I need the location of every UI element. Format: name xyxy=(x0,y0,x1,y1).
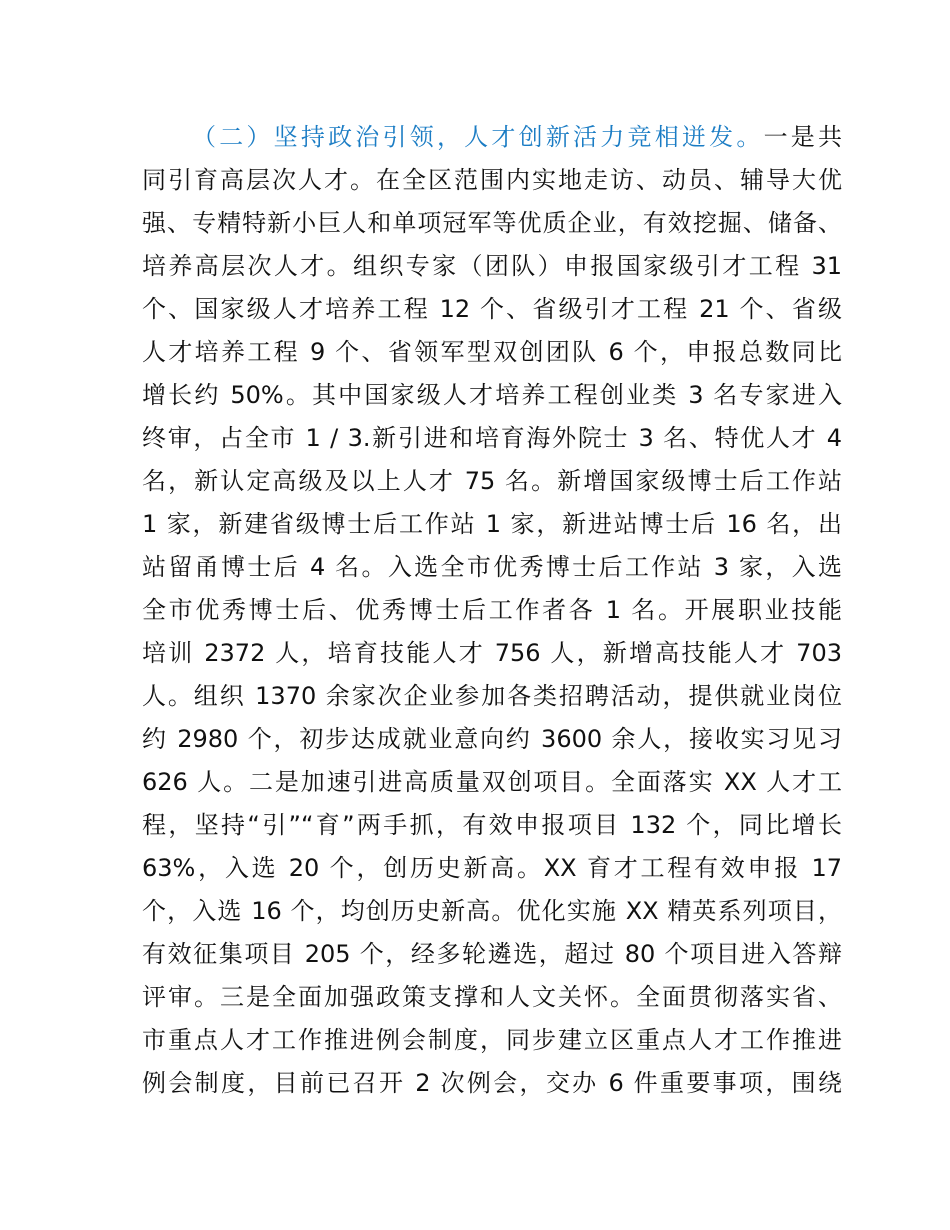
paragraph-line: 强、专精特新小巨人和单项冠军等优质企业，有效挖掘、储备、 xyxy=(142,209,842,237)
paragraph-line: 培训 2372 人，培育技能人才 756 人，新增高技能人才 703 xyxy=(142,639,842,667)
paragraph-line: 名，新认定高级及以上人才 75 名。新增国家级博士后工作站 xyxy=(142,467,842,495)
paragraph-line: 个、国家级人才培养工程 12 个、省级引才工程 21 个、省级 xyxy=(142,295,842,323)
paragraph-line: 63%，入选 20 个，创历史新高。XX 育才工程有效申报 17 xyxy=(142,854,842,882)
paragraph xyxy=(142,116,842,1105)
paragraph-line: 约 2980 个，初步达成就业意向约 3600 余人，接收实习见习 xyxy=(142,725,842,753)
paragraph-line: 个，入选 16 个，均创历史新高。优化实施 XX 精英系列项目， xyxy=(142,897,842,925)
paragraph-line: 有效征集项目 205 个，经多轮遴选，超过 80 个项目进入答辩 xyxy=(142,940,842,968)
section-heading: （二）坚持政治引领，人才创新活力竞相迸发。 xyxy=(192,123,764,151)
heading-line-rest: 一是共 xyxy=(763,123,843,151)
paragraph-line: 增长约 50%。其中国家级人才培养工程创业类 3 名专家进入 xyxy=(142,381,842,409)
paragraph-line: 人才培养工程 9 个、省领军型双创团队 6 个，申报总数同比 xyxy=(142,338,842,366)
paragraph-line: 终审，占全市 1 / 3.新引进和培育海外院士 3 名、特优人才 4 xyxy=(142,424,842,452)
paragraph-line: 人。组织 1370 余家次企业参加各类招聘活动，提供就业岗位 xyxy=(142,682,842,710)
paragraph-line: 1 家，新建省级博士后工作站 1 家，新进站博士后 16 名，出 xyxy=(142,510,842,538)
paragraph-line: 站留甬博士后 4 名。入选全市优秀博士后工作站 3 家，入选 xyxy=(142,553,842,581)
paragraph-line-1 xyxy=(142,116,842,159)
paragraph-line: 例会制度，目前已召开 2 次例会，交办 6 件重要事项，围绕 xyxy=(142,1069,842,1097)
paragraph-line: 市重点人才工作推进例会制度，同步建立区重点人才工作推进 xyxy=(142,1026,842,1054)
paragraph-line: 同引育高层次人才。在全区范围内实地走访、动员、辅导大优 xyxy=(142,166,842,194)
paragraph-line: 程，坚持“引”“育”两手抓，有效申报项目 132 个，同比增长 xyxy=(142,811,842,839)
paragraph-line: 全市优秀博士后、优秀博士后工作者各 1 名。开展职业技能 xyxy=(142,596,842,624)
paragraph-line: 评审。三是全面加强政策支撑和人文关怀。全面贯彻落实省、 xyxy=(142,983,842,1011)
paragraph-line: 培养高层次人才。组织专家（团队）申报国家级引才工程 31 xyxy=(142,252,842,280)
paragraph-line: 626 人。二是加速引进高质量双创项目。全面落实 XX 人才工 xyxy=(142,768,842,796)
